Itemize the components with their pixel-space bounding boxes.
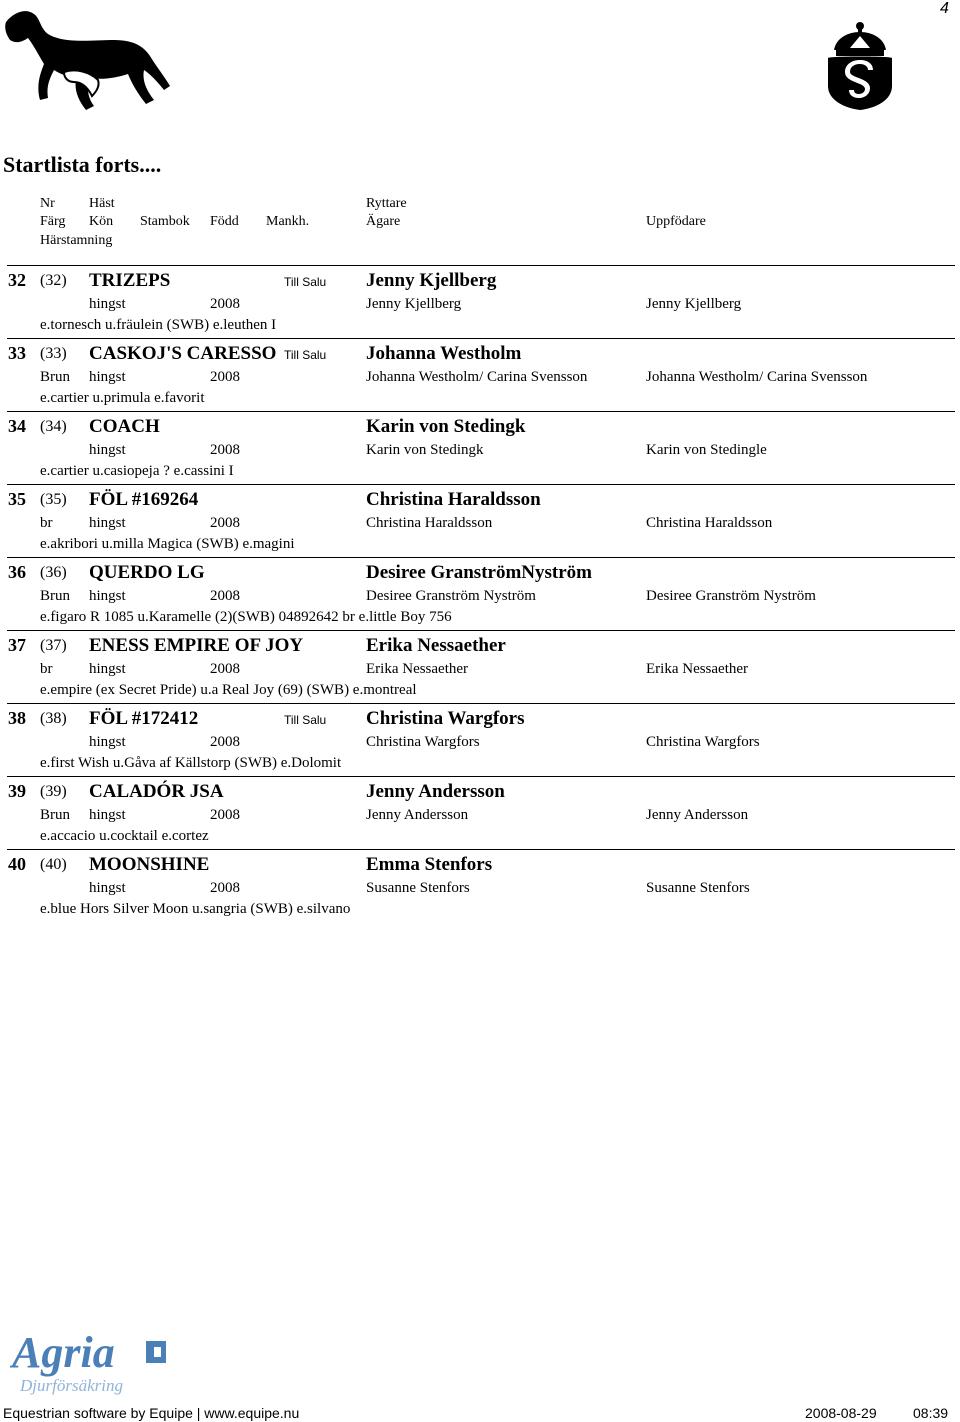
entry-divider [7,265,955,266]
entry-breeder: Jenny Kjellberg [646,296,742,312]
entry-start-position: (39) [40,783,67,800]
entry-for-sale-badge: Till Salu [284,275,327,289]
horse-logo-icon [4,4,174,114]
entry-pedigree: e.cartier u.primula e.favorit [40,390,205,406]
entry-horse-name: QUERDO LG [89,562,205,583]
entry-number: 40 [8,854,26,874]
header-nr: Nr [40,196,55,211]
entry-horse-sex: hingst [89,515,126,531]
entry-horse-sex: hingst [89,880,126,896]
entry-divider [7,776,955,777]
start-list-entry [0,411,960,484]
entry-divider [7,411,955,412]
entry-rider: Jenny Andersson [366,781,505,802]
entry-breeder: Susanne Stenfors [646,880,750,896]
entry-horse-color: br [40,661,53,677]
header-agare: Ägare [366,214,401,229]
entry-breeder: Jenny Andersson [646,807,749,823]
entry-owner: Johanna Westholm/ Carina Svensson [366,369,588,385]
entry-breeder: Christina Wargfors [646,734,760,750]
entry-number: 39 [8,781,26,801]
entry-rider: Christina Haraldsson [366,489,541,510]
entry-breeder: Johanna Westholm/ Carina Svensson [646,369,868,385]
entry-number: 32 [8,270,26,290]
entry-owner: Susanne Stenfors [366,880,470,896]
agria-logo-tagline: Djurförsäkring [20,1376,123,1395]
entry-pedigree: e.akribori u.milla Magica (SWB) e.magini [40,536,295,552]
entry-birth-year: 2008 [210,442,240,458]
entry-pedigree: e.blue Hors Silver Moon u.sangria (SWB) e.silvano [40,901,351,917]
header-stambok: Stambok [140,214,190,229]
entry-start-position: (33) [40,345,67,362]
entry-birth-year: 2008 [210,588,240,604]
entry-number: 36 [8,562,26,582]
start-list-entry [0,776,960,849]
entry-horse-color: Brun [40,369,70,385]
entry-divider [7,557,955,558]
entry-horse-name: MOONSHINE [89,854,210,875]
entry-number: 33 [8,343,26,363]
header-fodd: Född [210,214,239,229]
entry-horse-color: br [40,515,53,531]
entry-horse-sex: hingst [89,296,126,312]
entry-pedigree: e.empire (ex Secret Pride) u.a Real Joy (69) (SWB) e.montreal [40,682,417,698]
entry-birth-year: 2008 [210,369,240,385]
entry-owner: Christina Haraldsson [366,515,493,531]
header-mankh: Mankh. [266,214,310,229]
entry-start-position: (32) [40,272,67,289]
entry-divider [7,484,955,485]
entry-birth-year: 2008 [210,515,240,531]
entry-for-sale-badge: Till Salu [284,348,327,362]
entry-start-position: (37) [40,637,67,654]
footer-software: Equestrian software by Equipe | www.equipe.nu [3,1405,300,1421]
footer-time: 08:39 [913,1405,949,1421]
entry-horse-color: Brun [40,588,70,604]
entry-number: 37 [8,635,26,655]
entry-number: 34 [8,416,26,436]
entry-breeder: Karin von Stedingle [646,442,767,458]
header-kon: Kön [89,214,114,229]
entry-number: 35 [8,489,26,509]
entry-for-sale-badge: Till Salu [284,713,327,727]
start-list-entry [0,484,960,557]
entry-pedigree: e.first Wish u.Gåva af Källstorp (SWB) e.Dolomit [40,755,342,771]
entry-breeder: Desiree Granström Nyström [646,588,816,604]
entry-pedigree: e.figaro R 1085 u.Karamelle (2)(SWB) 04892642 br e.little Boy 756 [40,609,452,625]
entry-owner: Desiree Granström Nyström [366,588,536,604]
entry-divider [7,849,955,850]
entry-owner: Jenny Andersson [366,807,469,823]
entry-owner: Christina Wargfors [366,734,480,750]
entry-number: 38 [8,708,26,728]
entry-start-position: (38) [40,710,67,727]
entry-horse-sex: hingst [89,369,126,385]
entry-divider [7,630,955,631]
entry-horse-sex: hingst [89,661,126,677]
start-list-entry [0,630,960,703]
crown-s-emblem-icon [824,20,896,110]
entry-breeder: Erika Nessaether [646,661,749,677]
entry-rider: Jenny Kjellberg [366,270,497,291]
entry-owner: Karin von Stedingk [366,442,484,458]
header-hast: Häst [89,196,115,211]
entry-rider: Emma Stenfors [366,854,493,875]
entry-horse-name: CASKOJ'S CARESSO [89,343,277,364]
entry-birth-year: 2008 [210,661,240,677]
start-list-entry [0,557,960,630]
entry-horse-sex: hingst [89,442,126,458]
entry-divider [7,338,955,339]
header-farg: Färg [40,214,66,229]
entry-rider: Christina Wargfors [366,708,525,729]
entry-horse-name: CALADÓR JSA [89,781,224,802]
entry-pedigree: e.accacio u.cocktail e.cortez [40,828,209,844]
entry-rider: Karin von Stedingk [366,416,526,437]
page-title: Startlista forts.... [3,152,162,177]
agria-logo-name: Agria [12,1328,115,1377]
entry-birth-year: 2008 [210,880,240,896]
entry-horse-sex: hingst [89,734,126,750]
entry-pedigree: e.tornesch u.fräulein (SWB) e.leuthen I [40,317,277,333]
header-uppfodare: Uppfödare [646,214,706,229]
entry-owner: Jenny Kjellberg [366,296,462,312]
entry-horse-name: COACH [89,416,160,437]
agria-logo-icon [10,1325,170,1400]
entry-horse-sex: hingst [89,807,126,823]
entry-pedigree: e.cartier u.casiopeja ? e.cassini I [40,463,234,479]
start-list-entry [0,338,960,411]
entry-start-position: (34) [40,418,67,435]
entry-owner: Erika Nessaether [366,661,469,677]
entry-rider: Johanna Westholm [366,343,522,364]
entry-birth-year: 2008 [210,734,240,750]
start-list-entry [0,703,960,776]
entry-horse-name: TRIZEPS [89,270,171,291]
header-ryttare: Ryttare [366,196,407,211]
entry-divider [7,703,955,704]
entry-rider: Desiree GranströmNyström [366,562,592,583]
entry-breeder: Christina Haraldsson [646,515,773,531]
entry-horse-name: FÖL #172412 [89,708,199,729]
entry-start-position: (36) [40,564,67,581]
entry-start-position: (40) [40,856,67,873]
footer-date: 2008-08-29 [805,1405,877,1421]
page-number: 4 [940,0,949,17]
header-harstamning: Härstamning [40,233,113,248]
start-list-entry [0,849,960,922]
entry-birth-year: 2008 [210,807,240,823]
entry-horse-sex: hingst [89,588,126,604]
entry-horse-name: ENESS EMPIRE OF JOY [89,635,304,656]
entry-start-position: (35) [40,491,67,508]
entry-horse-name: FÖL #169264 [89,489,199,510]
start-list-entry [0,265,960,338]
entry-rider: Erika Nessaether [366,635,506,656]
entry-birth-year: 2008 [210,296,240,312]
entry-horse-color: Brun [40,807,70,823]
